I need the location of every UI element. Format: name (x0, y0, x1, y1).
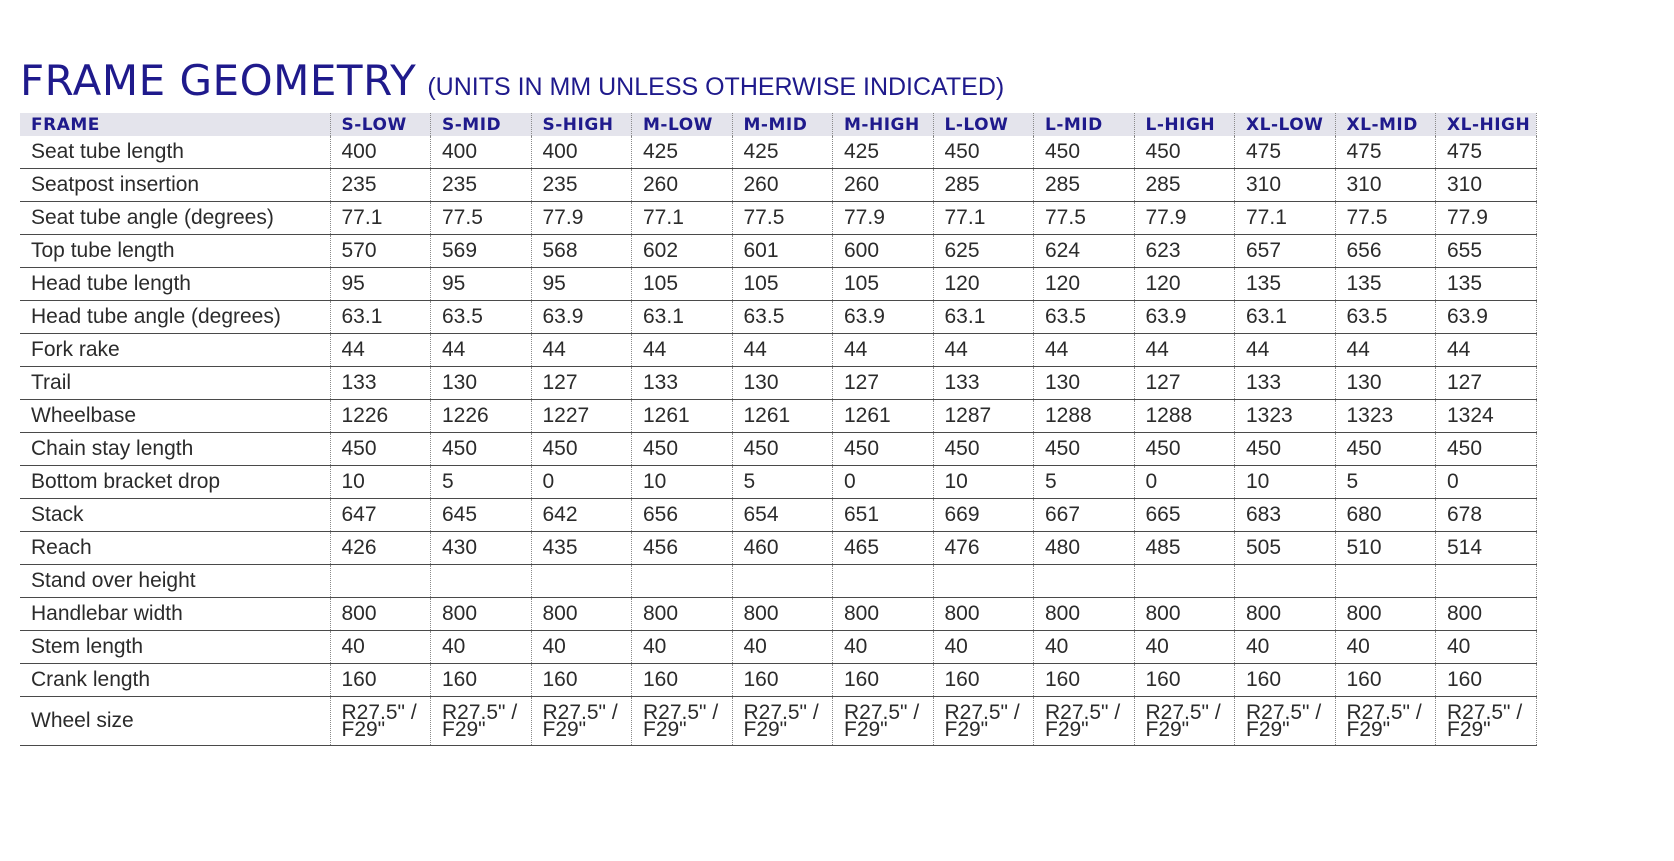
table-cell: 160 (732, 664, 833, 697)
table-cell (632, 565, 733, 598)
table-row (20, 565, 1536, 598)
row-label: Stack (20, 499, 330, 532)
table-cell: 310 (1235, 169, 1336, 202)
table-cell: 160 (933, 664, 1034, 697)
table-cell: 425 (632, 136, 733, 169)
table-cell: 1324 (1436, 400, 1537, 433)
table-cell: 40 (531, 631, 632, 664)
table-cell: 669 (933, 499, 1034, 532)
table-cell: 450 (1235, 433, 1336, 466)
table-cell: 135 (1335, 268, 1436, 301)
table-cell: 160 (1235, 664, 1336, 697)
table-cell: 127 (531, 367, 632, 400)
table-cell: 44 (1335, 334, 1436, 367)
table-cell: 800 (1235, 598, 1336, 631)
table-cell: 450 (732, 433, 833, 466)
table-cell: 1288 (1034, 400, 1135, 433)
table-cell: 425 (833, 136, 934, 169)
table-cell: 77.9 (833, 202, 934, 235)
table-cell: 800 (330, 598, 431, 631)
table-cell: 63.9 (833, 301, 934, 334)
table-cell: 285 (1034, 169, 1135, 202)
table-cell: R27.5" / F29" (1134, 697, 1235, 746)
table-cell: R27.5" / F29" (933, 697, 1034, 746)
table-cell: 642 (531, 499, 632, 532)
table-cell: 40 (1335, 631, 1436, 664)
table-cell: 800 (1335, 598, 1436, 631)
table-cell: 120 (933, 268, 1034, 301)
table-cell: 456 (632, 532, 733, 565)
table-cell: 800 (933, 598, 1034, 631)
table-cell: R27.5" / F29" (833, 697, 934, 746)
table-cell: 77.5 (732, 202, 833, 235)
table-cell: 44 (1436, 334, 1537, 367)
table-cell: 285 (933, 169, 1034, 202)
table-cell: 450 (1134, 136, 1235, 169)
table-row (20, 367, 1536, 400)
table-cell: 95 (531, 268, 632, 301)
table-cell: 40 (933, 631, 1034, 664)
table-cell: 40 (833, 631, 934, 664)
table-cell: 425 (732, 136, 833, 169)
table-row (20, 301, 1536, 334)
table-cell: 800 (1134, 598, 1235, 631)
table-row (20, 334, 1536, 367)
column-header-size: S-HIGH (531, 113, 632, 136)
table-cell: 505 (1235, 532, 1336, 565)
table-cell: 800 (1436, 598, 1537, 631)
geometry-table (20, 113, 1537, 746)
table-cell: R27.5" / F29" (632, 697, 733, 746)
table-cell: R27.5" / F29" (330, 697, 431, 746)
table-cell: 44 (833, 334, 934, 367)
table-cell: 475 (1235, 136, 1336, 169)
table-cell: 120 (1134, 268, 1235, 301)
table-cell: 1227 (531, 400, 632, 433)
table-row (20, 631, 1536, 664)
table-cell: R27.5" / F29" (732, 697, 833, 746)
table-row (20, 466, 1536, 499)
table-cell: 5 (732, 466, 833, 499)
table-cell: 510 (1335, 532, 1436, 565)
table-cell: 133 (1235, 367, 1336, 400)
table-cell: 120 (1034, 268, 1135, 301)
table-cell (1335, 565, 1436, 598)
table-cell (1134, 565, 1235, 598)
table-cell: 63.5 (1335, 301, 1436, 334)
table-cell: 5 (1034, 466, 1135, 499)
table-cell: 624 (1034, 235, 1135, 268)
table-cell: 160 (431, 664, 532, 697)
table-cell: 40 (1436, 631, 1537, 664)
table-row (20, 235, 1536, 268)
table-cell: 400 (531, 136, 632, 169)
column-header-size: M-LOW (632, 113, 733, 136)
table-cell: 105 (833, 268, 934, 301)
table-cell: 135 (1235, 268, 1336, 301)
table-cell: 623 (1134, 235, 1235, 268)
table-cell: 10 (330, 466, 431, 499)
column-header-size: M-MID (732, 113, 833, 136)
table-cell: 430 (431, 532, 532, 565)
table-cell: 0 (833, 466, 934, 499)
column-header-size: XL-MID (1335, 113, 1436, 136)
table-cell: 1226 (330, 400, 431, 433)
table-cell (531, 565, 632, 598)
table-cell: 400 (431, 136, 532, 169)
row-label: Seat tube length (20, 136, 330, 169)
table-row (20, 400, 1536, 433)
table-cell: 44 (330, 334, 431, 367)
table-cell: 44 (1034, 334, 1135, 367)
table-cell: 77.9 (1436, 202, 1537, 235)
row-label: Trail (20, 367, 330, 400)
table-cell: 1323 (1235, 400, 1336, 433)
table-cell: 475 (1335, 136, 1436, 169)
table-cell: 95 (330, 268, 431, 301)
table-cell: 63.1 (330, 301, 431, 334)
table-cell: 800 (1034, 598, 1135, 631)
table-cell: 602 (632, 235, 733, 268)
table-cell: 1288 (1134, 400, 1235, 433)
table-cell: 656 (1335, 235, 1436, 268)
table-row (20, 697, 1536, 746)
table-cell: 130 (1034, 367, 1135, 400)
page-title (20, 56, 1004, 105)
table-cell: 105 (732, 268, 833, 301)
table-cell: 10 (1235, 466, 1336, 499)
table-cell: 678 (1436, 499, 1537, 532)
row-label: Bottom bracket drop (20, 466, 330, 499)
row-label: Stem length (20, 631, 330, 664)
table-cell: 63.9 (1436, 301, 1537, 334)
table-cell: 450 (1134, 433, 1235, 466)
table-cell: 160 (1335, 664, 1436, 697)
table-cell: 130 (732, 367, 833, 400)
table-cell: 63.9 (531, 301, 632, 334)
table-cell: 63.5 (732, 301, 833, 334)
table-cell: 285 (1134, 169, 1235, 202)
table-cell: R27.5" / F29" (1235, 697, 1336, 746)
table-cell: 135 (1436, 268, 1537, 301)
column-header-size: L-MID (1034, 113, 1135, 136)
table-cell: 625 (933, 235, 1034, 268)
table-cell: 160 (1134, 664, 1235, 697)
table-cell: 651 (833, 499, 934, 532)
table-cell: 450 (1436, 433, 1537, 466)
table-cell: 44 (632, 334, 733, 367)
table-cell: 570 (330, 235, 431, 268)
table-cell: 400 (330, 136, 431, 169)
table-cell: 160 (330, 664, 431, 697)
table-cell: 63.5 (431, 301, 532, 334)
table-cell: 44 (531, 334, 632, 367)
table-cell: 44 (1134, 334, 1235, 367)
table-cell: 77.1 (1235, 202, 1336, 235)
table-cell: 1287 (933, 400, 1034, 433)
table-cell (431, 565, 532, 598)
row-label: Fork rake (20, 334, 330, 367)
table-cell: 10 (933, 466, 1034, 499)
table-cell: 800 (431, 598, 532, 631)
header-row (20, 113, 1536, 136)
table-cell: 63.9 (1134, 301, 1235, 334)
table-cell: 5 (431, 466, 532, 499)
table-cell: 40 (330, 631, 431, 664)
table-cell: 800 (732, 598, 833, 631)
row-label: Crank length (20, 664, 330, 697)
table-cell: 77.9 (531, 202, 632, 235)
table-cell: 654 (732, 499, 833, 532)
row-label: Wheel size (20, 697, 330, 746)
table-cell: 260 (833, 169, 934, 202)
table-cell: 260 (732, 169, 833, 202)
table-cell: 10 (632, 466, 733, 499)
table-cell: 680 (1335, 499, 1436, 532)
table-cell: 485 (1134, 532, 1235, 565)
table-cell: 40 (732, 631, 833, 664)
table-cell: 683 (1235, 499, 1336, 532)
table-cell: 657 (1235, 235, 1336, 268)
table-cell: 105 (632, 268, 733, 301)
table-cell: R27.5" / F29" (531, 697, 632, 746)
table-cell: 160 (632, 664, 733, 697)
table-cell: 160 (1436, 664, 1537, 697)
table-cell: 450 (833, 433, 934, 466)
table-cell: 40 (1235, 631, 1336, 664)
column-header-frame: FRAME (20, 113, 330, 136)
table-cell: 600 (833, 235, 934, 268)
table-cell: 480 (1034, 532, 1135, 565)
table-row (20, 598, 1536, 631)
row-label: Head tube length (20, 268, 330, 301)
table-cell: 63.5 (1034, 301, 1135, 334)
column-header-size: L-HIGH (1134, 113, 1235, 136)
table-cell: 77.9 (1134, 202, 1235, 235)
table-cell: 130 (1335, 367, 1436, 400)
table-cell: 800 (531, 598, 632, 631)
table-cell: 77.1 (632, 202, 733, 235)
row-label: Wheelbase (20, 400, 330, 433)
table-cell: R27.5" / F29" (1436, 697, 1537, 746)
row-label: Top tube length (20, 235, 330, 268)
table-cell: 665 (1134, 499, 1235, 532)
table-cell: 133 (632, 367, 733, 400)
row-label: Chain stay length (20, 433, 330, 466)
row-label: Handlebar width (20, 598, 330, 631)
table-row (20, 202, 1536, 235)
row-label: Reach (20, 532, 330, 565)
table-cell: 514 (1436, 532, 1537, 565)
table-cell: 235 (531, 169, 632, 202)
table-cell: 44 (1235, 334, 1336, 367)
table-row (20, 268, 1536, 301)
table-cell: 40 (632, 631, 733, 664)
table-cell: 127 (833, 367, 934, 400)
table-row (20, 169, 1536, 202)
title-main: FRAME GEOMETRY (20, 56, 417, 105)
table-cell: 0 (1134, 466, 1235, 499)
column-header-size: S-LOW (330, 113, 431, 136)
table-cell: 460 (732, 532, 833, 565)
table-cell: 77.1 (330, 202, 431, 235)
table-cell: 44 (933, 334, 1034, 367)
table-cell: 667 (1034, 499, 1135, 532)
table-cell (933, 565, 1034, 598)
table-cell: 40 (1134, 631, 1235, 664)
table-cell: 133 (933, 367, 1034, 400)
table-cell: 44 (732, 334, 833, 367)
table-row (20, 433, 1536, 466)
table-cell: 77.5 (1034, 202, 1135, 235)
table-cell: 77.1 (933, 202, 1034, 235)
table-cell: 95 (431, 268, 532, 301)
table-cell: 0 (531, 466, 632, 499)
table-cell: 63.1 (1235, 301, 1336, 334)
table-cell: 450 (933, 136, 1034, 169)
table-cell: 127 (1134, 367, 1235, 400)
table-cell: 0 (1436, 466, 1537, 499)
table-cell: 160 (531, 664, 632, 697)
table-row (20, 664, 1536, 697)
table-cell: 656 (632, 499, 733, 532)
table-cell: 160 (833, 664, 934, 697)
table-cell: 133 (330, 367, 431, 400)
table-cell: 450 (1034, 136, 1135, 169)
table-cell: 645 (431, 499, 532, 532)
table-cell: 476 (933, 532, 1034, 565)
table-cell: 450 (1335, 433, 1436, 466)
table-cell: 77.5 (1335, 202, 1436, 235)
table-cell: R27.5" / F29" (431, 697, 532, 746)
table-cell: 40 (431, 631, 532, 664)
table-cell: 601 (732, 235, 833, 268)
column-header-size: L-LOW (933, 113, 1034, 136)
table-cell: R27.5" / F29" (1034, 697, 1135, 746)
table-cell: 310 (1335, 169, 1436, 202)
table-cell (732, 565, 833, 598)
table-cell: 77.5 (431, 202, 532, 235)
table-cell: 450 (933, 433, 1034, 466)
table-cell: 40 (1034, 631, 1135, 664)
table-cell (330, 565, 431, 598)
table-cell: 568 (531, 235, 632, 268)
table-cell: 1261 (732, 400, 833, 433)
table-cell: 800 (632, 598, 733, 631)
table-cell: 435 (531, 532, 632, 565)
table-cell: 260 (632, 169, 733, 202)
table-cell (1235, 565, 1336, 598)
table-row (20, 532, 1536, 565)
row-label: Seat tube angle (degrees) (20, 202, 330, 235)
table-cell: 1261 (833, 400, 934, 433)
table-cell: 44 (431, 334, 532, 367)
table-row (20, 136, 1536, 169)
table-cell: 63.1 (632, 301, 733, 334)
table-cell: 450 (1034, 433, 1135, 466)
table-cell: 426 (330, 532, 431, 565)
table-cell: 655 (1436, 235, 1537, 268)
table-cell: 475 (1436, 136, 1537, 169)
table-cell: 1323 (1335, 400, 1436, 433)
table-cell: 450 (431, 433, 532, 466)
title-subtitle: (UNITS IN MM UNLESS OTHERWISE INDICATED) (427, 73, 1005, 101)
table-cell: 235 (431, 169, 532, 202)
table-cell: 130 (431, 367, 532, 400)
table-cell: 5 (1335, 466, 1436, 499)
table-cell (1034, 565, 1135, 598)
table-cell: 63.1 (933, 301, 1034, 334)
table-cell: 465 (833, 532, 934, 565)
table-cell (1436, 565, 1537, 598)
table-cell: 450 (632, 433, 733, 466)
row-label: Head tube angle (degrees) (20, 301, 330, 334)
table-cell (833, 565, 934, 598)
table-cell: 160 (1034, 664, 1135, 697)
column-header-size: S-MID (431, 113, 532, 136)
row-label: Seatpost insertion (20, 169, 330, 202)
table-cell: 647 (330, 499, 431, 532)
row-label: Stand over height (20, 565, 330, 598)
table-cell: 569 (431, 235, 532, 268)
table-cell: R27.5" / F29" (1335, 697, 1436, 746)
table-cell: 235 (330, 169, 431, 202)
table-cell: 450 (330, 433, 431, 466)
table-cell: 310 (1436, 169, 1537, 202)
column-header-size: XL-HIGH (1436, 113, 1537, 136)
table-cell: 800 (833, 598, 934, 631)
column-header-size: XL-LOW (1235, 113, 1336, 136)
table-cell: 1226 (431, 400, 532, 433)
table-body (20, 136, 1536, 746)
table-cell: 1261 (632, 400, 733, 433)
table-cell: 127 (1436, 367, 1537, 400)
table-cell: 450 (531, 433, 632, 466)
table-row (20, 499, 1536, 532)
column-header-size: M-HIGH (833, 113, 934, 136)
